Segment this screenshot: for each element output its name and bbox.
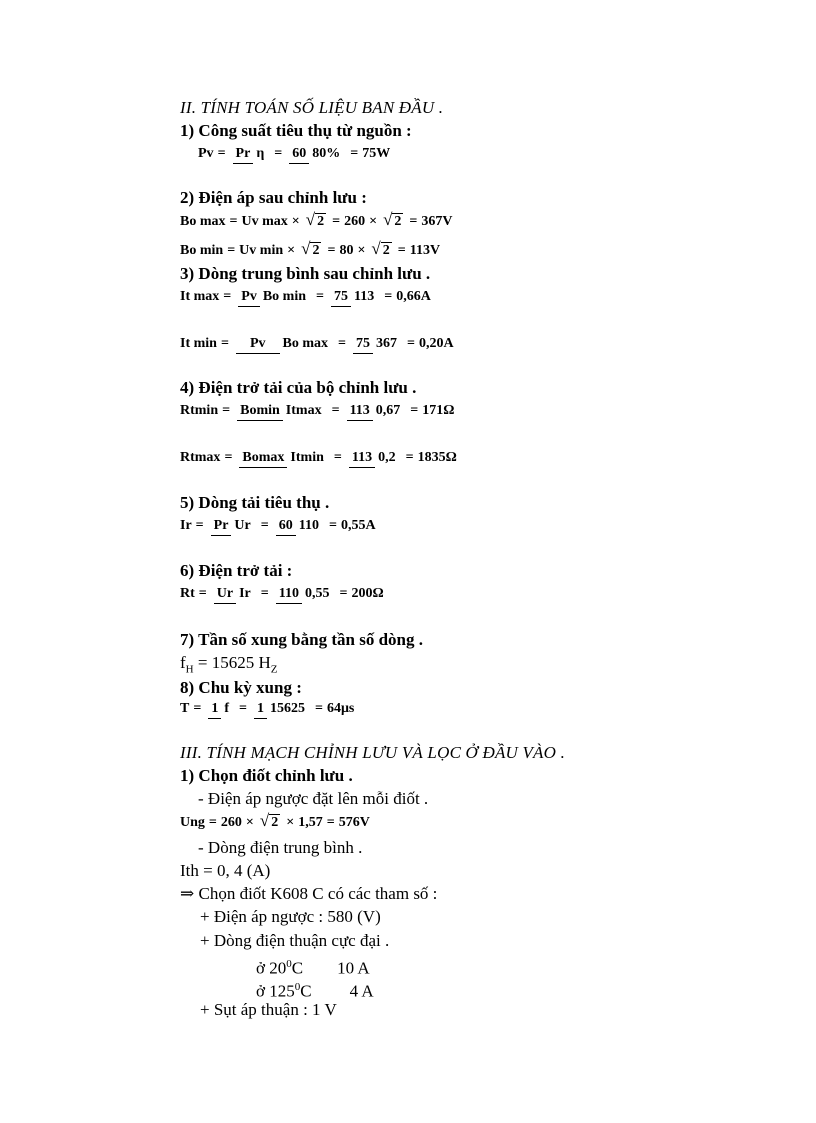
heading-pulse-frequency: 7) Tần số xung bằng tần số dòng . (180, 630, 423, 649)
section-3-title: III. TÍNH MẠCH CHỈNH LƯU VÀ LỌC Ở ĐẦU VÀO . (180, 743, 566, 762)
equation-period: T = 1 f = 1 15625 = 64μs (180, 699, 354, 719)
eq-result: 75W (362, 146, 391, 161)
avg-current-label: - Dòng điện trung bình . (198, 838, 363, 857)
forward-drop-param: + Sụt áp thuận : 1 V (200, 1000, 337, 1019)
choose-diode-line: ⇒ Chọn điốt K608 C có các tham số : (180, 884, 438, 903)
equation-rtmin: Rtmin = Bomin Itmax = 113 0,67 = 171Ω (180, 401, 455, 421)
equation-itmin: It min = Pv Bo max = 75 367 = 0,20A (180, 334, 454, 354)
equation-bomin: Bo min = Uv min × √ 2 = 80 × √ 2 = 113V (180, 239, 441, 258)
heading-choose-diode: 1) Chọn điốt chỉnh lưu . (180, 766, 353, 785)
frequency-value: $f_H = 15625$ $H_Z$ (180, 653, 278, 676)
heading-power: 1) Công suất tiêu thụ từ nguồn : (180, 121, 412, 140)
temp-125-row: ở $125^0C$ 4 A (256, 981, 374, 1001)
eq-lhs: Pv (198, 146, 214, 161)
section-2-title: II. TÍNH TOÁN SỐ LIỆU BAN ĐẦU . (180, 98, 444, 117)
equation-ir: Ir = Pr Ur = 60 110 = 0,55A (180, 516, 376, 536)
heading-voltage: 2) Điện áp sau chỉnh lưu : (180, 188, 367, 207)
equation-pv: Pv = Pr η = 60 80% = 75W (198, 144, 390, 164)
heading-load-current: 5) Dòng tải tiêu thụ . (180, 493, 330, 512)
heading-pulse-period: 8) Chu kỳ xung : (180, 678, 302, 697)
ith-value: Ith = 0, 4 (A) (180, 861, 271, 880)
equation-rt: Rt = Ur Ir = 110 0,55 = 200Ω (180, 584, 384, 604)
temp-20-row: ở $20^0C$ 10 A (256, 958, 370, 978)
reverse-voltage-label: - Điện áp ngược đặt lên mỗi điốt . (198, 789, 429, 808)
reverse-voltage-param: + Điện áp ngược : 580 (V) (200, 907, 381, 926)
equation-ung: Ung = 260 × √ 2 × 1,57 = 576V (180, 811, 370, 830)
equation-rtmax: Rtmax = Bomax Itmin = 113 0,2 = 1835Ω (180, 448, 457, 468)
heading-load-res: 6) Điện trở tải : (180, 561, 293, 580)
equation-bomax: Bo max = Uv max × √ 2 = 260 × √ 2 = 367V (180, 210, 453, 229)
equation-itmax: It max = Pv Bo min = 75 113 = 0,66A (180, 287, 431, 307)
heading-load-resistance: 4) Điện trở tải của bộ chỉnh lưu . (180, 378, 417, 397)
forward-current-param: + Dòng điện thuận cực đại . (200, 931, 390, 950)
heading-avg-current: 3) Dòng trung bình sau chỉnh lưu . (180, 264, 431, 283)
